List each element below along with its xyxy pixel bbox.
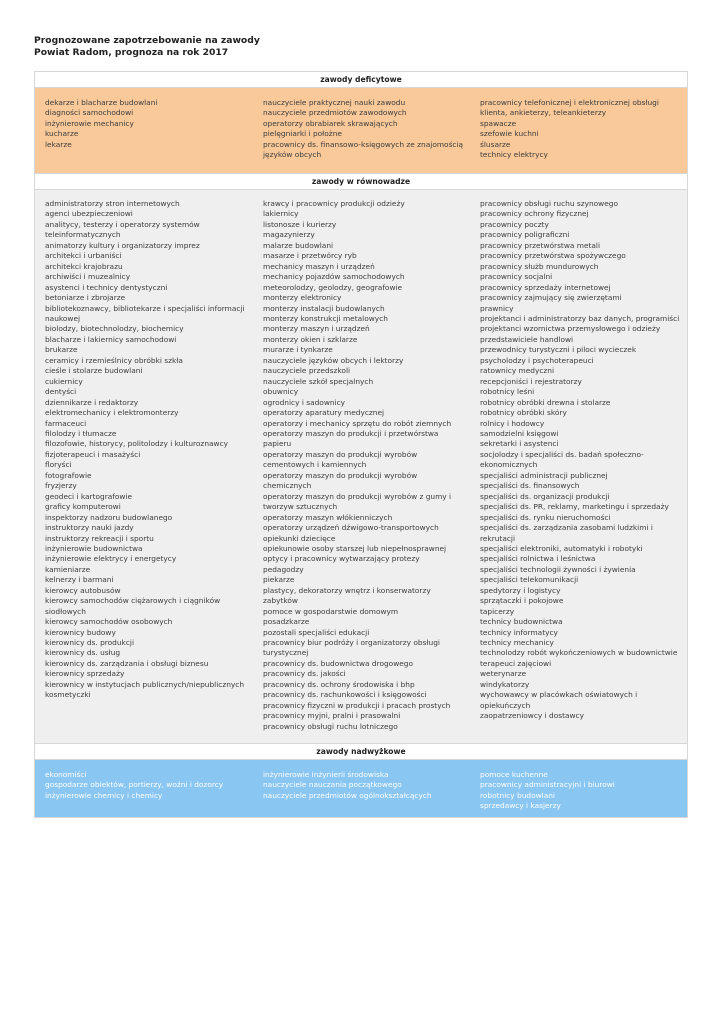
- occupation-item: papieru: [263, 439, 292, 449]
- occupation-item: pracownicy służb mundurowych: [480, 261, 599, 271]
- deficit-section: [35, 72, 687, 173]
- occupation-item: specjaliści rolnictwa i leśnictwa: [480, 554, 596, 564]
- occupation-item: biolodzy, biotechnolodzy, biochemicy: [45, 324, 184, 334]
- occupation-item: operatorzy maszyn do produkcji wyrobów z gumy i: [263, 491, 452, 501]
- occupation-item: robotnicy leśni: [480, 387, 535, 397]
- occupation-item: pracownicy ds. finansowo-księgowych ze znajomością: [263, 139, 464, 149]
- occupation-item: piekarze: [263, 575, 295, 585]
- occupation-item: asystenci i technicy dentystyczni: [45, 282, 168, 292]
- balance-column-1: [35, 199, 262, 743]
- occupation-item: murarze i tynkarze: [263, 345, 333, 355]
- occupation-item: prawnicy: [480, 303, 514, 313]
- occupation-item: betoniarze i zbrojarze: [45, 293, 126, 303]
- occupation-item: gospodarze obiektów, portierzy, woźni i dozorcy: [45, 780, 224, 790]
- occupation-item: analitycy, testerzy i operatorzy systemów: [45, 219, 200, 229]
- occupation-item: weterynarze: [480, 669, 527, 679]
- occupation-item: operatorzy maszyn włókienniczych: [263, 512, 393, 522]
- occupation-item: posadzkarze: [263, 617, 310, 627]
- occupation-item: filolodzy i tłumacze: [45, 428, 117, 438]
- occupation-item: masarze i przetwórcy ryb: [263, 251, 357, 261]
- occupation-item: spedytorzy i logistycy: [480, 585, 561, 595]
- occupation-item: monterzy okien i szklarze: [263, 334, 358, 344]
- occupation-item: terapeuci zajęciowi: [480, 658, 552, 668]
- deficit-body: [35, 88, 687, 173]
- occupation-item: inspektorzy nadzoru budowlanego: [45, 512, 173, 522]
- occupation-item: pracownicy ds. jakości: [263, 669, 346, 679]
- occupation-item: nauczyciele przedmiotów ogólnokształcących: [263, 790, 432, 800]
- occupation-item: kierownicy ds. zarządzania i obsługi biznesu: [45, 658, 209, 668]
- occupation-item: recepcjoniści i rejestratorzy: [480, 376, 582, 386]
- occupation-item: monterzy maszyn i urządzeń: [263, 324, 370, 334]
- occupation-item: lekarze: [45, 139, 72, 149]
- occupation-item: fotografowie: [45, 470, 92, 480]
- occupation-item: magazynierzy: [263, 230, 315, 240]
- occupation-item: operatorzy maszyn do produkcji wyrobów: [263, 470, 418, 480]
- occupation-item: ekonomiści: [45, 770, 87, 779]
- occupation-item: rolnicy i hodowcy: [480, 418, 545, 428]
- occupation-item: szefowie kuchni: [480, 129, 539, 139]
- page-header: [34, 35, 694, 60]
- occupation-item: technicy budownictwa: [480, 617, 563, 627]
- occupations-table: [34, 71, 688, 818]
- occupation-item: pracownicy myjni, pralni i prasowalni: [263, 711, 401, 721]
- occupation-item: specjaliści ds. zarządzania zasobami ludzkimi i: [480, 523, 653, 533]
- occupation-item: kosmetyczki: [45, 690, 91, 700]
- occupation-item: elektromechanicy i elektromonterzy: [45, 408, 179, 418]
- occupation-item: siodłowych: [45, 606, 86, 616]
- occupation-item: pracownicy poligraficzni: [480, 230, 570, 240]
- surplus-section: [35, 743, 687, 817]
- balance-section: [35, 173, 687, 743]
- occupation-item: technicy elektrycy: [480, 150, 548, 160]
- occupation-item: technolodzy robót wykończeniowych w budownictwie: [480, 648, 678, 658]
- occupation-item: tworzyw sztucznych: [263, 502, 338, 512]
- occupation-item: kierownicy budowy: [45, 627, 116, 637]
- occupation-item: pracownicy ds. budownictwa drogowego: [263, 658, 414, 668]
- page-title: Prognozowane zapotrzebowanie na zawody: [34, 35, 260, 46]
- occupation-item: malarze budowlani: [263, 240, 334, 250]
- occupation-item: lakiernicy: [263, 209, 299, 219]
- occupation-item: architekci i urbaniści: [45, 251, 122, 261]
- occupation-item: technicy informatycy: [480, 627, 558, 637]
- occupation-item: kierownicy sprzedaży: [45, 669, 125, 679]
- occupation-item: specjaliści technologii żywności i żywienia: [480, 564, 636, 574]
- occupation-item: pomoce w gospodarstwie domowym: [263, 606, 399, 616]
- occupation-item: optycy i pracownicy wytwarzający protezy: [263, 554, 420, 564]
- occupation-item: monterzy elektronicy: [263, 293, 342, 303]
- occupation-item: spawacze: [480, 118, 517, 128]
- occupation-item: tapicerzy: [480, 606, 515, 616]
- occupation-item: klienta, ankieterzy, teleankieterzy: [480, 108, 607, 118]
- occupation-item: przewodnicy turystyczni i piloci wycieczek: [480, 345, 637, 355]
- occupation-item: mechanicy maszyn i urządzeń: [263, 261, 375, 271]
- occupation-item: pracownicy przetwórstwa metali: [480, 240, 601, 250]
- occupation-item: dziennikarze i redaktorzy: [45, 397, 139, 407]
- occupation-item: obuwnicy: [263, 387, 299, 397]
- occupation-item: pracownicy ds. ochrony środowiska i bhp: [263, 679, 415, 689]
- occupation-item: teleinformatycznych: [45, 230, 121, 240]
- occupation-item: pracownicy socjalni: [480, 272, 553, 282]
- balance-heading: zawody w równowadze: [35, 173, 687, 190]
- occupation-item: naukowej: [45, 313, 81, 323]
- occupation-item: sprzedawcy i kasjerzy: [480, 801, 561, 811]
- occupation-item: bibliotekoznawcy, bibliotekarze i specjaliści informacji: [45, 303, 245, 313]
- deficit-column-1: [35, 98, 262, 173]
- occupation-item: pracownicy ds. rachunkowości i księgowości: [263, 690, 427, 700]
- occupation-item: cieśle i stolarze budowlani: [45, 366, 143, 376]
- occupation-item: robotnicy obróbki skóry: [480, 408, 567, 418]
- occupation-item: plastycy, dekoratorzy wnętrz i konserwatorzy: [263, 585, 431, 595]
- occupation-item: pracownicy fizyczni w produkcji i pracach prostych: [263, 700, 451, 710]
- occupation-item: instruktorzy nauki jazdy: [45, 523, 134, 533]
- occupation-item: floryści: [45, 460, 72, 470]
- occupation-item: rekrutacji: [480, 533, 516, 543]
- surplus-body: [35, 760, 687, 817]
- surplus-column-2: [262, 770, 479, 817]
- occupation-item: specjaliści ds. rynku nieruchomości: [480, 512, 611, 522]
- occupation-item: diagności samochodowi: [45, 108, 134, 118]
- occupation-item: pracownicy przetwórstwa spożywczego: [480, 251, 626, 261]
- surplus-column-3: [479, 770, 687, 817]
- occupation-item: zabytków: [263, 596, 298, 606]
- occupation-item: ślusarze: [480, 139, 511, 149]
- page-subtitle: Powiat Radom, prognoza na rok 2017: [34, 47, 229, 59]
- occupation-item: operatorzy maszyn do produkcji wyrobów: [263, 449, 418, 459]
- occupation-item: dekarze i blacharze budowlani: [45, 98, 158, 107]
- occupation-item: kierowcy samochodów osobowych: [45, 617, 173, 627]
- occupation-item: pielęgniarki i położne: [263, 129, 342, 139]
- occupation-item: pracownicy obsługi ruchu szynowego: [480, 199, 618, 208]
- occupation-item: operatorzy urządzeń dźwigowo-transportowych: [263, 523, 439, 533]
- occupation-item: operatorzy i mechanicy sprzętu do robót ziemnych: [263, 418, 452, 428]
- occupation-item: nauczyciele nauczania początkowego: [263, 780, 402, 790]
- occupation-item: specjaliści administracji publicznej: [480, 470, 608, 480]
- occupation-item: graficy komputerowi: [45, 502, 121, 512]
- occupation-item: nauczyciele przedmiotów zawodowych: [263, 108, 407, 118]
- occupation-item: chemicznych: [263, 481, 312, 491]
- occupation-item: ceramicy i rzemieślnicy obróbki szkła: [45, 355, 183, 365]
- occupation-item: turystycznej: [263, 648, 309, 658]
- occupation-item: pomoce kuchenne: [480, 770, 548, 779]
- occupation-item: inżynierowie elektrycy i energetycy: [45, 554, 177, 564]
- occupation-item: pracownicy administracyjni i biurowi: [480, 780, 615, 790]
- occupation-item: brukarze: [45, 345, 78, 355]
- occupation-item: specjaliści ds. finansowych: [480, 481, 580, 491]
- occupation-item: sprzątaczki i pokojowe: [480, 596, 564, 606]
- occupation-item: języków obcych: [263, 150, 322, 160]
- occupation-item: nauczyciele języków obcych i lektorzy: [263, 355, 404, 365]
- occupation-item: przedstawiciele handlowi: [480, 334, 574, 344]
- occupation-item: agenci ubezpieczeniowi: [45, 209, 133, 219]
- balance-column-3: [479, 199, 687, 743]
- occupation-item: operatorzy maszyn do produkcji i przetwórstwa: [263, 428, 439, 438]
- occupation-item: listonosze i kurierzy: [263, 219, 337, 229]
- occupation-item: specjaliści elektroniki, automatyki i robotyki: [480, 543, 643, 553]
- occupation-item: sekretarki i asystenci: [480, 439, 559, 449]
- occupation-item: pracownicy biur podróży i organizatorzy obsługi: [263, 638, 440, 648]
- occupation-item: meteorolodzy, geolodzy, geografowie: [263, 282, 403, 292]
- occupation-item: instruktorzy rekreacji i sportu: [45, 533, 154, 543]
- occupation-item: kamieniarze: [45, 564, 91, 574]
- occupation-item: inżynierowie chemicy i chemicy: [45, 790, 163, 800]
- occupation-item: pedagodzy: [263, 564, 304, 574]
- occupation-item: kucharze: [45, 129, 79, 139]
- occupation-item: projektanci wzornictwa przemysłowego i odzieży: [480, 324, 661, 334]
- deficit-column-3: [479, 98, 687, 173]
- occupation-item: ogrodnicy i sadownicy: [263, 397, 346, 407]
- occupation-item: pozostali specjaliści edukacji: [263, 627, 370, 637]
- occupation-item: monterzy konstrukcji metalowych: [263, 313, 388, 323]
- occupation-item: kierowcy samochodów ciężarowych i ciągników: [45, 596, 221, 606]
- occupation-item: nauczyciele praktycznej nauki zawodu: [263, 98, 406, 107]
- occupation-item: dentyści: [45, 387, 77, 397]
- occupation-item: psycholodzy i psychoterapeuci: [480, 355, 594, 365]
- occupation-item: kierownicy ds. usług: [45, 648, 121, 658]
- balance-column-2: [262, 199, 479, 743]
- occupation-item: opiekuńczych: [480, 700, 531, 710]
- occupation-item: windykatorzy: [480, 679, 530, 689]
- occupation-item: pracownicy ochrony fizycznej: [480, 209, 589, 219]
- occupation-item: pracownicy telefonicznej i elektronicznej obsługi: [480, 98, 659, 107]
- occupation-item: nauczyciele szkół specjalnych: [263, 376, 374, 386]
- occupation-item: pracownicy zajmujący się zwierzętami: [480, 293, 622, 303]
- occupation-item: kelnerzy i barmani: [45, 575, 114, 585]
- occupation-item: cementowych i kamiennych: [263, 460, 367, 470]
- occupation-item: farmaceuci: [45, 418, 87, 428]
- occupation-item: inżynierowie mechanicy: [45, 118, 134, 128]
- occupation-item: specjaliści ds. PR, reklamy, marketingu i sprzedaży: [480, 502, 669, 512]
- occupation-item: archiwiści i muzealnicy: [45, 272, 131, 282]
- occupation-item: opiekunki dziecięce: [263, 533, 336, 543]
- occupation-item: kierownicy ds. produkcji: [45, 638, 135, 648]
- deficit-column-2: [262, 98, 479, 173]
- occupation-item: mechanicy pojazdów samochodowych: [263, 272, 405, 282]
- occupation-item: architekci krajobrazu: [45, 261, 123, 271]
- occupation-item: pracownicy poczty: [480, 219, 549, 229]
- occupation-item: ratownicy medyczni: [480, 366, 555, 376]
- occupation-item: nauczyciele przedszkoli: [263, 366, 351, 376]
- occupation-item: pracownicy sprzedaży internetowej: [480, 282, 611, 292]
- occupation-item: ekonomicznych: [480, 460, 538, 470]
- occupation-item: samodzielni księgowi: [480, 428, 559, 438]
- occupation-item: filozofowie, historycy, politolodzy i kulturoznawcy: [45, 439, 229, 449]
- occupation-item: zaopatrzeniowcy i dostawcy: [480, 711, 584, 721]
- occupation-item: robotnicy budowlani: [480, 790, 555, 800]
- occupation-item: administratorzy stron internetowych: [45, 199, 180, 208]
- occupation-item: projektanci i administratorzy baz danych, programiści: [480, 313, 680, 323]
- occupation-item: kierowcy autobusów: [45, 585, 121, 595]
- occupation-item: specjaliści telekomunikacji: [480, 575, 579, 585]
- occupation-item: specjaliści ds. organizacji produkcji: [480, 491, 610, 501]
- occupation-item: animatorzy kultury i organizatorzy imprez: [45, 240, 200, 250]
- occupation-item: operatorzy aparatury medycznej: [263, 408, 385, 418]
- occupation-item: operatorzy obrabiarek skrawających: [263, 118, 398, 128]
- occupation-item: technicy mechanicy: [480, 638, 554, 648]
- occupation-item: fizjoterapeuci i masażyści: [45, 449, 141, 459]
- occupation-item: robotnicy obróbki drewna i stolarze: [480, 397, 611, 407]
- occupation-item: krawcy i pracownicy produkcji odzieży: [263, 199, 405, 208]
- occupation-item: inżynierowie budownictwa: [45, 543, 143, 553]
- occupation-item: geodeci i kartografowie: [45, 491, 133, 501]
- occupation-item: pracownicy obsługi ruchu lotniczego: [263, 721, 398, 731]
- deficit-heading: zawody deficytowe: [35, 72, 687, 88]
- occupation-item: opiekunowie osoby starszej lub niepełnosprawnej: [263, 543, 447, 553]
- surplus-heading: zawody nadwyżkowe: [35, 743, 687, 760]
- occupation-item: monterzy instalacji budowlanych: [263, 303, 385, 313]
- occupation-item: cukiernicy: [45, 376, 83, 386]
- occupation-item: blacharze i lakiernicy samochodowi: [45, 334, 177, 344]
- surplus-column-1: [35, 770, 262, 817]
- occupation-item: wychowawcy w placówkach oświatowych i: [480, 690, 638, 700]
- occupation-item: socjolodzy i specjaliści ds. badań społeczno-: [480, 449, 644, 459]
- occupation-item: fryzjerzy: [45, 481, 77, 491]
- occupation-item: inżynierowie inżynierii środowiska: [263, 770, 389, 779]
- balance-body: [35, 190, 687, 743]
- occupation-item: kierownicy w instytucjach publicznych/niepublicznych: [45, 679, 245, 689]
